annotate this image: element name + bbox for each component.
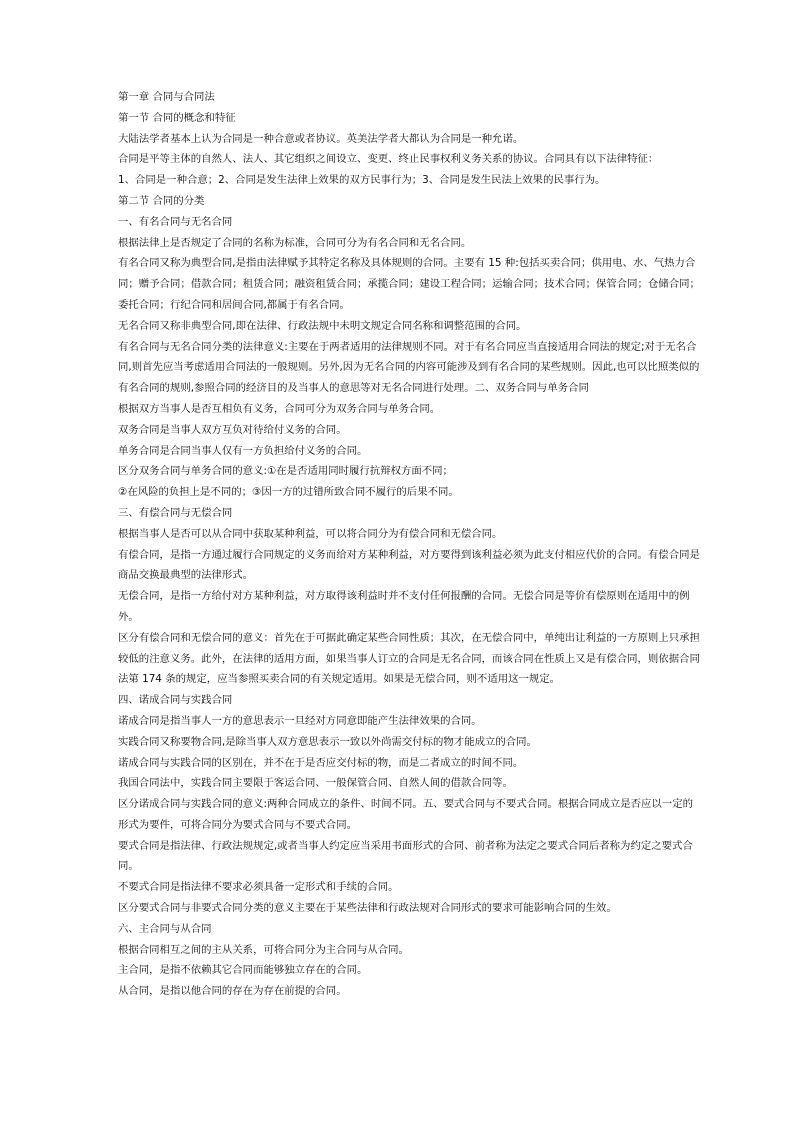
text-line: 从合同，是指以他合同的存在为存在前提的合同。: [118, 985, 347, 998]
text-line: 区分要式合同与非要式合同分类的意义主要在于某些法律和行政法规对合同形式的要求可能影响合同的生效。: [118, 902, 617, 915]
text-line: 同。: [118, 860, 139, 873]
text-line: 法第 174 条的规定，应当参照买卖合同的有关规定适用。如果是无偿合同，则不适用这一规定。: [118, 673, 561, 686]
text-line: 主合同，是指不依赖其它合同而能够独立存在的合同。: [118, 964, 368, 977]
text-line: 诺成合同是指当事人一方的意思表示一旦经对方同意即能产生法律效果的合同。: [118, 714, 482, 727]
text-line: 一、有名合同与无名合同: [118, 215, 233, 228]
text-line: 较低的注意义务。此外，在法律的适用方面，如果当事人订立的合同是无名合同，而该合同在性质上又是有偿合同，则依据合同: [118, 652, 700, 665]
text-line: 根据当事人是否可以从合同中获取某种利益，可以将合同分为有偿合同和无偿合同。: [118, 527, 503, 540]
text-line: 委托合同；行纪合同和居间合同,都属于有名合同。: [118, 298, 350, 311]
text-line: 合同是平等主体的自然人、法人、其它组织之间设立、变更、终止民事权利义务关系的协议。合同具有以下法律特征：: [118, 153, 659, 166]
text-line: 有名合同又称为典型合同,是指由法律赋予其特定名称及具体规则的合同。主要有 15 种:包括买卖合同；供用电、水、气热力合: [118, 257, 696, 270]
text-line: 商品交换最典型的法律形式。: [118, 569, 254, 582]
text-line: 诺成合同与实践合同的区别在，并不在于是否应交付标的物，而是二者成立的时间不同。: [118, 756, 524, 769]
text-line: 无偿合同，是指一方给付对方某种利益，对方取得该利益时并不支付任何报酬的合同。无偿合同是等价有偿原则在适用中的例: [118, 590, 690, 603]
document-body: [118, 87, 700, 1002]
text-line: 区分双务合同与单务合同的意义:①在是否适用同时履行抗辩权方面不同；: [118, 465, 453, 478]
text-line: 实践合同又称要物合同,是除当事人双方意思表示一致以外尚需交付标的物才能成立的合同。: [118, 735, 537, 748]
text-line: 无名合同又称非典型合同,即在法律、行政法规中未明文规定合同名称和调整范围的合同。: [118, 319, 527, 332]
text-line: 不要式合同是指法律不要求必须具备一定形式和手续的合同。: [118, 881, 399, 894]
text-line: 根据法律上是否规定了合同的名称为标准，合同可分为有名合同和无名合同。: [118, 236, 472, 249]
text-line: 外。: [118, 610, 139, 623]
text-line: 要式合同是指法律、行政法规规定,或者当事人约定应当采用书面形式的合同、前者称为法定之要式合同后者称为约定之要式合: [118, 839, 693, 852]
text-line: 大陆法学者基本上认为合同是一种合意或者协议。英美法学者大都认为合同是一种允诺。: [118, 132, 524, 145]
text-line: 双务合同是当事人双方互负对待给付义务的合同。: [118, 423, 347, 436]
text-line: 区分诺成合同与实践合同的意义:两种合同成立的条件、时间不同。五、要式合同与不要式合同。根据合同成立是否应以一定的: [118, 798, 693, 811]
text-line: 有偿合同，是指一方通过履行合同规定的义务而给对方某种利益，对方要得到该利益必须为此支付相应代价的合同。有偿合同是: [118, 548, 700, 561]
text-line: 六、主合同与从合同: [118, 922, 212, 935]
text-line: 1、合同是一种合意；2、合同是发生法律上效果的双方民事行为；3、合同是发生民法上效果的民事行为。: [118, 174, 606, 187]
text-line: 区分有偿合同和无偿合同的意义：首先在于可据此确定某些合同性质；其次，在无偿合同中，单纯出让利益的一方原则上只承担: [118, 631, 700, 644]
text-line: 有名合同与无名合同分类的法律意义:主要在于两者适用的法律规则不同。对于有名合同应当直接适用合同法的规定;对于无名合: [118, 340, 697, 353]
text-line: 第一节 合同的概念和特征: [118, 111, 236, 124]
text-line: 根据合同相互之间的主从关系，可将合同分为主合同与从合同。: [118, 943, 409, 956]
text-line: 单务合同是合同当事人仅有一方负担给付义务的合同。: [118, 444, 368, 457]
text-line: 我国合同法中，实践合同主要限于客运合同、一般保管合同、自然人间的借款合同等。: [118, 777, 513, 790]
text-line: 形式为要件，可将合同分为要式合同与不要式合同。: [118, 818, 357, 831]
text-line: 三、有偿合同与无偿合同: [118, 506, 233, 519]
text-line: 根据双方当事人是否互相负有义务，合同可分为双务合同与单务合同。: [118, 402, 441, 415]
text-line: 四、诺成合同与实践合同: [118, 694, 233, 707]
text-line: 有名合同的规则,参照合同的经济目的及当事人的意思等对无名合同进行处理。二、双务合同与单务合同: [118, 382, 589, 395]
text-line: ②在风险的负担上是不同的；③因一方的过错所致合同不履行的后果不同。: [118, 486, 459, 499]
text-line: 第二节 合同的分类: [118, 194, 205, 207]
text-line: 第一章 合同与合同法: [118, 91, 215, 103]
text-line: 同,则首先应当考虑适用合同法的一般规则。另外,因为无名合同的内容可能涉及到有名合同的某些规则。因此,也可以比照类似的: [118, 361, 700, 374]
text-line: 同；赠予合同；借款合同；租赁合同；融资租赁合同；承揽合同；建设工程合同；运输合同；技术合同；保管合同；仓储合同；: [118, 278, 700, 291]
